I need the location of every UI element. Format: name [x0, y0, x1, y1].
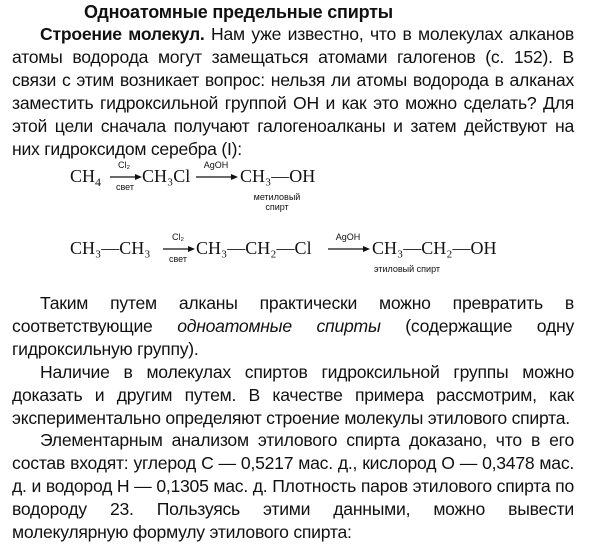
product-name-label: метиловый спирт — [253, 192, 301, 212]
reaction-arrow-icon — [110, 173, 142, 181]
equation-product: CH₃—CH₂—OH — [372, 238, 497, 258]
paragraph-lead: Строение молекул. — [40, 24, 205, 44]
arrow-condition-reagent: AgOH — [203, 160, 229, 170]
reaction-arrow-icon — [163, 245, 195, 253]
arrow-condition-reagent: Cl₂ — [118, 160, 130, 170]
arrow-condition-light: свет — [115, 182, 134, 192]
reaction-equation-ethanol — [0, 226, 590, 280]
reaction-arrow-icon — [328, 245, 370, 253]
equation-intermediate: CH₃—CH₂—Cl — [196, 238, 312, 258]
paragraph-alcohols: Таким путем алканы практически можно превратить в соответствующие одноатомные спирты (содержащие одну гидроксильную группу). — [12, 293, 574, 359]
section-title: Одноатомные предельные спирты — [84, 2, 393, 22]
paragraph-text: Нам уже известно, что в молекулах алканов атомы водорода могут замещаться атомами галогенов (с. 152). В связи с этим возникает вопрос: нельзя ли атомы водорода в алканах заместить гидроксильной группой ОН и как это можно сделать? Для этой цели сначала получают галогеноалканы и затем действуют на них гидроксидом серебра (I): — [12, 24, 575, 159]
equation-product: CH₃—OH — [240, 166, 316, 186]
reaction-arrow-icon — [196, 173, 238, 181]
paragraph-hydroxyl-proof: Наличие в молекулах спиртов гидроксильной группы можно доказать и другим путем. В качестве примера рассмотрим, как экспериментально определяют строение молекулы этилового спирта. — [12, 362, 574, 428]
paragraph-molecule-structure — [12, 23, 574, 161]
product-name-label: этиловый спирт — [374, 264, 441, 274]
paragraph-elemental-analysis: Элементарным анализом этилового спирта доказано, что в его состав входят: углерод С — 0,5217 мас. д., кислород О — 0,3478 мас. д. и водород Н — 0,1305 мас. д. Плотность паров этилового спирта по водороду 23. Пользуясь этими данными, можно вывести молекулярную формулу этилового спирта: — [12, 430, 574, 542]
reaction-equation-methanol — [0, 160, 590, 220]
equation-reactant: $CH_4$ — [70, 166, 102, 189]
arrow-condition-reagent: AgOH — [335, 232, 361, 242]
equation-intermediate: CH₃Cl — [142, 166, 191, 186]
term-monohydric-alcohols: одноатомные спирты — [177, 316, 381, 336]
arrow-condition-light: свет — [168, 254, 187, 264]
arrow-condition-reagent: Cl₂ — [172, 232, 184, 242]
equation-reactant: CH₃—CH₃ — [70, 238, 151, 258]
